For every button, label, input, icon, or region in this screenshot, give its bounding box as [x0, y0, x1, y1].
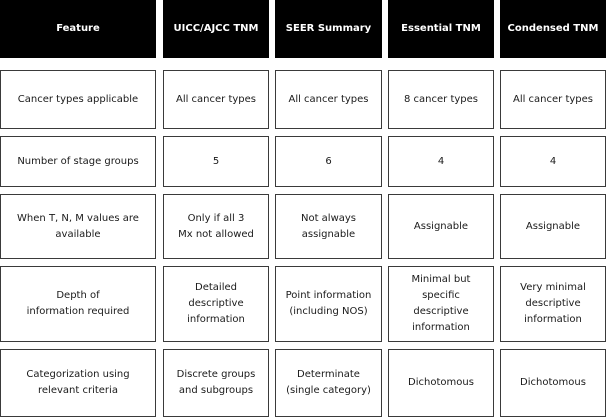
table-cell: Determinate (single category): [275, 349, 382, 417]
table-cell: Minimal but specific descriptive information: [388, 266, 494, 342]
table-cell: 8 cancer types: [388, 70, 494, 129]
table-cell: 4: [500, 136, 606, 187]
table-cell: Very minimal descriptive information: [500, 266, 606, 342]
row-label-stage-groups: Number of stage groups: [0, 136, 156, 187]
table-cell: Detailed descriptive information: [163, 266, 269, 342]
table-cell: Dichotomous: [388, 349, 494, 417]
table-cell: Assignable: [388, 194, 494, 259]
table-cell: All cancer types: [163, 70, 269, 129]
table-cell: Point information (including NOS): [275, 266, 382, 342]
table-cell: 4: [388, 136, 494, 187]
header-essential-tnm: Essential TNM: [388, 0, 494, 58]
header-condensed-tnm: Condensed TNM: [500, 0, 606, 58]
row-label-cancer-types: Cancer types applicable: [0, 70, 156, 129]
row-label-depth-of-information: Depth of information required: [0, 266, 156, 342]
table-cell: 5: [163, 136, 269, 187]
table-cell: Only if all 3 Mx not allowed: [163, 194, 269, 259]
table-cell: Discrete groups and subgroups: [163, 349, 269, 417]
table-cell: All cancer types: [500, 70, 606, 129]
table-cell: Assignable: [500, 194, 606, 259]
row-label-tnm-values: When T, N, M values are available: [0, 194, 156, 259]
table-cell: Dichotomous: [500, 349, 606, 417]
table-cell: All cancer types: [275, 70, 382, 129]
header-feature: Feature: [0, 0, 156, 58]
header-uicc-ajcc-tnm: UICC/AJCC TNM: [163, 0, 269, 58]
header-seer-summary: SEER Summary: [275, 0, 382, 58]
table-cell: Not always assignable: [275, 194, 382, 259]
row-label-categorization: Categorization using relevant criteria: [0, 349, 156, 417]
table-cell: 6: [275, 136, 382, 187]
